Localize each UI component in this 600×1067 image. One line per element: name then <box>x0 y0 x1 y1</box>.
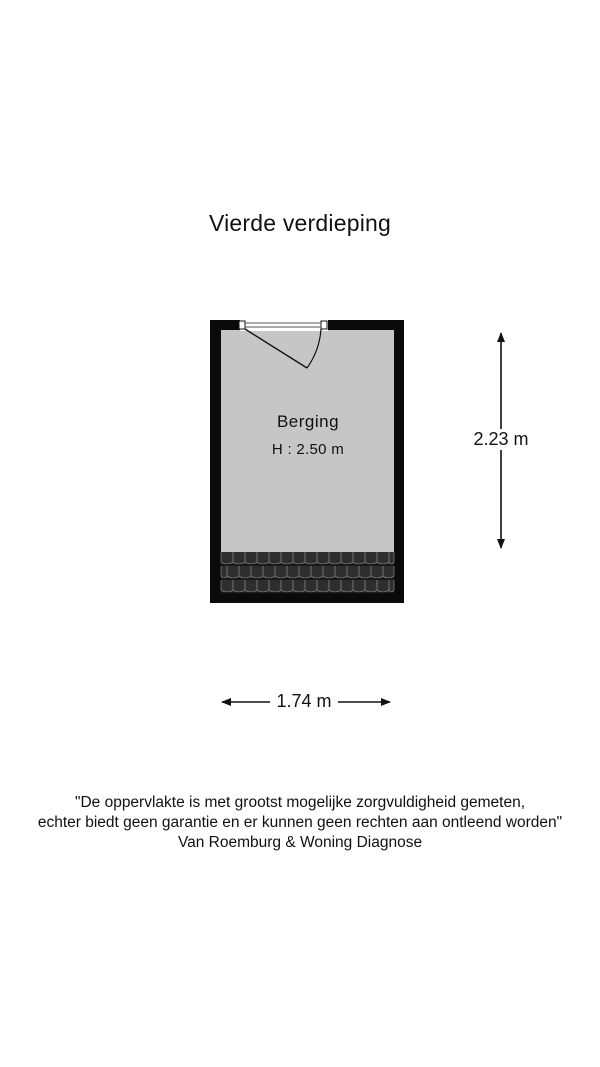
door-jamb-right <box>321 321 327 329</box>
disclaimer-line-3: Van Roemburg & Woning Diagnose <box>177 834 423 851</box>
floor-title: Vierde verdieping <box>209 210 391 236</box>
room-name: Berging <box>276 412 340 431</box>
disclaimer-line-1: "De oppervlakte is met grootst mogelijke zorgvuldigheid gemeten, <box>74 794 526 811</box>
door-jamb-left <box>239 321 245 329</box>
roof-tiles <box>221 552 394 593</box>
roof-tile-area <box>221 552 394 593</box>
disclaimer <box>0 793 600 853</box>
width-dimension-label: 1.74 m <box>270 691 338 712</box>
disclaimer-line-2: echter biedt geen garantie en er kunnen geen rechten aan ontleend worden" <box>37 814 563 831</box>
room-height: H : 2.50 m <box>271 441 345 458</box>
depth-dimension-label: 2.23 m <box>466 429 536 450</box>
door-opening <box>240 320 328 331</box>
